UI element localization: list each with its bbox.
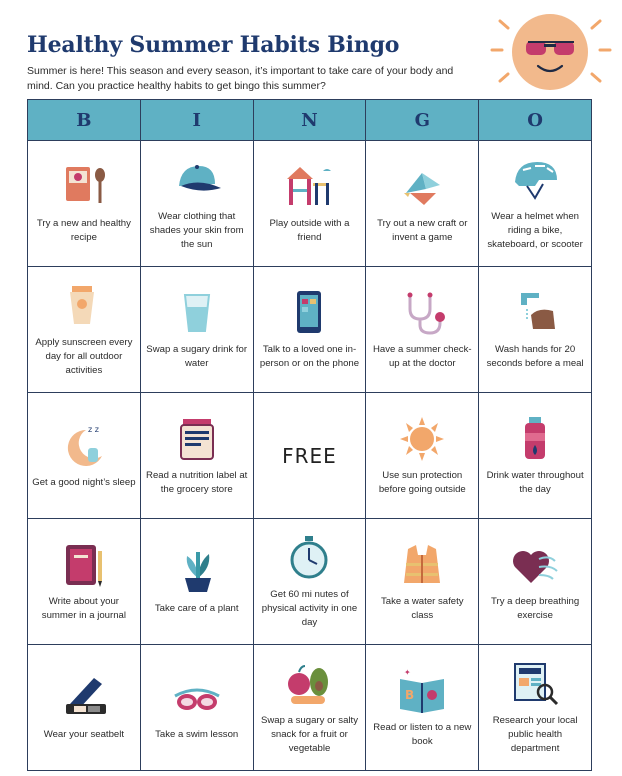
bingo-square[interactable] [28, 141, 141, 267]
column-header-n: N [253, 100, 366, 141]
square-label: Drink water throughout the day [486, 469, 584, 495]
column-header-g: G [366, 100, 479, 141]
square-label: Wear a helmet when riding a bike, skateboard, or scooter [487, 210, 583, 250]
square-label: Take care of a plant [154, 602, 239, 614]
square-label: Talk to a loved one in-person or on the phone [259, 343, 360, 369]
square-label: Try out a new craft or invent a game [377, 217, 468, 243]
bingo-square[interactable] [366, 141, 479, 267]
bingo-square[interactable] [366, 645, 479, 771]
bingo-square[interactable] [140, 267, 253, 393]
bingo-square[interactable] [253, 267, 366, 393]
fruit-veg-icon [283, 660, 335, 706]
square-label: Write about your summer in a journal [41, 595, 127, 621]
heart-breath-icon [509, 541, 561, 587]
bingo-square[interactable] [140, 645, 253, 771]
sun-icon [396, 415, 448, 461]
free-square[interactable] [253, 393, 366, 519]
recipe-book-icon [58, 163, 110, 209]
bingo-row [28, 141, 592, 267]
bingo-header-row [28, 100, 592, 141]
bingo-square[interactable] [366, 267, 479, 393]
square-label: Swap a sugary drink for water [146, 343, 248, 369]
playground-icon [283, 163, 335, 209]
bingo-square[interactable] [479, 645, 592, 771]
bingo-square[interactable] [253, 519, 366, 645]
origami-bird-icon [396, 163, 448, 209]
bingo-square[interactable] [479, 519, 592, 645]
square-label: Have a summer check-up at the doctor [372, 343, 472, 369]
stethoscope-icon [396, 289, 448, 335]
sunglasses-sun-icon [488, 8, 614, 100]
bingo-square[interactable] [366, 519, 479, 645]
bingo-square[interactable] [253, 645, 366, 771]
bingo-square[interactable] [253, 141, 366, 267]
bingo-square[interactable] [140, 519, 253, 645]
bingo-row [28, 393, 592, 519]
square-label: Try a deep breathing exercise [491, 595, 580, 621]
square-label: Try a new and healthy recipe [36, 217, 131, 243]
bingo-square[interactable] [366, 393, 479, 519]
bingo-square[interactable] [28, 519, 141, 645]
square-label: Swap a sugary or salty snack for a fruit or vegetable [260, 714, 359, 754]
svg-text:✦: ✦ [404, 667, 411, 677]
potted-plant-icon [171, 548, 223, 594]
cap-icon [171, 156, 223, 202]
water-glass-icon [171, 289, 223, 335]
research-icon [509, 660, 561, 706]
seatbelt-icon [58, 674, 110, 720]
helmet-icon [509, 156, 561, 202]
free-label: FREE [282, 443, 337, 468]
bingo-square[interactable] [479, 267, 592, 393]
square-label: Read or listen to a new book [373, 721, 472, 747]
square-label: Wash hands for 20 seconds before a meal [486, 343, 584, 369]
square-label: Play outside with a friend [269, 217, 350, 243]
open-book-icon [396, 667, 448, 713]
square-label: Take a swim lesson [155, 728, 239, 740]
square-label: Take a water safety class [380, 595, 464, 621]
svg-text:z z: z z [87, 424, 99, 434]
column-header-o: O [479, 100, 592, 141]
nutrition-jar-icon [171, 415, 223, 461]
swim-goggles-icon [171, 674, 223, 720]
square-label: Wear your seatbelt [43, 728, 125, 740]
svg-text:B: B [405, 687, 415, 702]
bingo-square[interactable] [479, 141, 592, 267]
bingo-square[interactable] [28, 267, 141, 393]
square-label: Use sun protection before going outside [378, 469, 466, 495]
bingo-row [28, 267, 592, 393]
bingo-square[interactable] [28, 393, 141, 519]
page-title: Healthy Summer Habits Bingo [27, 32, 400, 58]
square-label: Get 60 mi nutes of physical activity in one day [261, 588, 358, 628]
bingo-row [28, 645, 592, 771]
square-label: Get a good night’s sleep [32, 476, 136, 488]
moon-sleep-icon [58, 422, 110, 468]
bingo-square[interactable] [140, 141, 253, 267]
phone-icon [283, 289, 335, 335]
intro-text: Summer is here! This season and every season, it’s important to take care of your body and mind. Can you practice healthy habits to get bingo this summer? [27, 65, 454, 92]
life-vest-icon [396, 541, 448, 587]
journal-icon [58, 541, 110, 587]
square-label: Research your local public health department [492, 714, 578, 754]
bingo-row [28, 519, 592, 645]
square-label: Wear clothing that shades your skin from the sun [149, 210, 244, 250]
stopwatch-icon [283, 534, 335, 580]
sunscreen-icon [58, 282, 110, 328]
bingo-square[interactable] [28, 645, 141, 771]
square-label: Read a nutrition label at the grocery store [146, 469, 248, 495]
water-bottle-icon [509, 415, 561, 461]
bingo-board [27, 99, 592, 771]
column-header-i: I [140, 100, 253, 141]
square-label: Apply sunscreen every day for all outdoor activities [35, 336, 133, 376]
column-header-b: B [28, 100, 141, 141]
bingo-square[interactable] [479, 393, 592, 519]
bingo-square[interactable] [140, 393, 253, 519]
hand-washing-icon [509, 289, 561, 335]
